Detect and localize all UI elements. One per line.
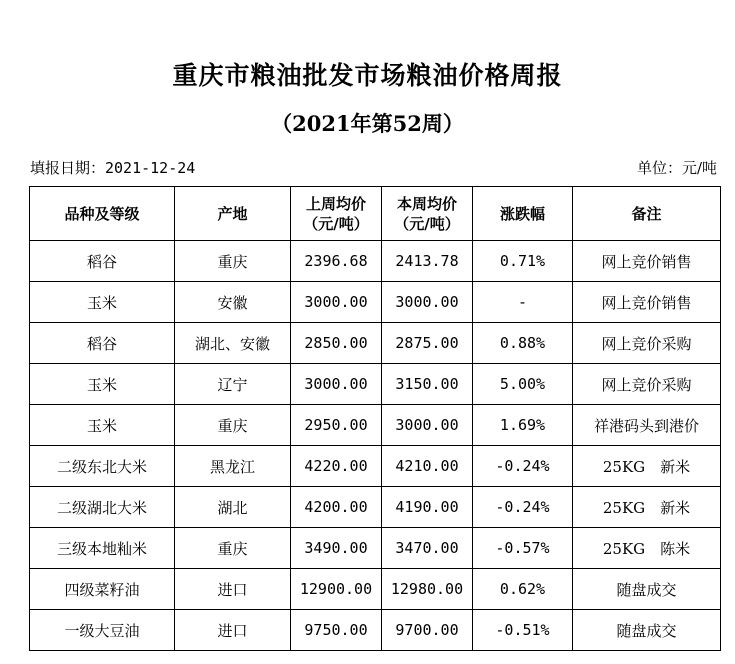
cell-origin: 重庆 [175,528,291,569]
cell-change: 0.71% [473,241,573,282]
table-header-row [30,187,721,241]
header-origin: 产地 [175,187,291,241]
cell-change: 0.62% [473,569,573,610]
cell-last-week-price: 2850.00 [291,323,382,364]
table-row [30,569,721,610]
cell-last-week-price: 4220.00 [291,446,382,487]
table-row [30,446,721,487]
table-row [30,364,721,405]
cell-origin: 黑龙江 [175,446,291,487]
report-title: 重庆市粮油批发市场粮油价格周报 [172,61,563,90]
header-remarks: 备注 [573,187,721,241]
cell-remarks: 随盘成交 [573,610,721,651]
cell-this-week-price: 4210.00 [382,446,473,487]
cell-remarks: 网上竞价销售 [573,282,721,323]
cell-this-week-price: 2413.78 [382,241,473,282]
cell-this-week-price: 4190.00 [382,487,473,528]
header-change: 涨跌幅 [473,187,573,241]
cell-change: 0.88% [473,323,573,364]
cell-last-week-price: 12900.00 [291,569,382,610]
cell-change: -0.24% [473,446,573,487]
cell-change: 5.00% [473,364,573,405]
cell-remarks: 随盘成交 [573,569,721,610]
cell-origin: 安徽 [175,282,291,323]
cell-this-week-price: 12980.00 [382,569,473,610]
cell-origin: 重庆 [175,241,291,282]
cell-remarks: 网上竞价采购 [573,323,721,364]
table-row [30,241,721,282]
cell-origin: 湖北 [175,487,291,528]
cell-last-week-price: 4200.00 [291,487,382,528]
cell-last-week-price: 3000.00 [291,282,382,323]
cell-origin: 进口 [175,569,291,610]
cell-origin: 进口 [175,610,291,651]
cell-remarks: 祥港码头到港价 [573,405,721,446]
cell-this-week-price: 3000.00 [382,282,473,323]
price-table [29,186,721,651]
cell-remarks: 网上竞价采购 [573,364,721,405]
cell-variety: 二级湖北大米 [30,487,175,528]
cell-last-week-price: 2396.68 [291,241,382,282]
table-row [30,323,721,364]
cell-origin: 湖北、安徽 [175,323,291,364]
cell-this-week-price: 2875.00 [382,323,473,364]
cell-variety: 玉米 [30,364,175,405]
cell-change: -0.24% [473,487,573,528]
table-row [30,282,721,323]
cell-this-week-price: 3000.00 [382,405,473,446]
cell-variety: 玉米 [30,405,175,446]
cell-change: -0.51% [473,610,573,651]
cell-remarks: 25KG 新米 [573,446,721,487]
cell-remarks: 25KG 新米 [573,487,721,528]
table-row [30,405,721,446]
table-row [30,610,721,651]
table-row [30,487,721,528]
report-subtitle: （2021年第52周） [271,111,464,136]
cell-variety: 一级大豆油 [30,610,175,651]
cell-remarks: 网上竞价销售 [573,241,721,282]
cell-variety: 二级东北大米 [30,446,175,487]
header-variety: 品种及等级 [30,187,175,241]
cell-remarks: 25KG 陈米 [573,528,721,569]
cell-last-week-price: 3000.00 [291,364,382,405]
header-this-week-price: 本周均价（元/吨） [382,187,473,241]
cell-last-week-price: 9750.00 [291,610,382,651]
unit-label: 单位：元/吨 [636,159,717,177]
cell-change: - [473,282,573,323]
cell-origin: 重庆 [175,405,291,446]
cell-change: 1.69% [473,405,573,446]
cell-this-week-price: 9700.00 [382,610,473,651]
header-last-week-price: 上周均价（元/吨） [291,187,382,241]
cell-last-week-price: 3490.00 [291,528,382,569]
cell-variety: 四级菜籽油 [30,569,175,610]
cell-variety: 稻谷 [30,323,175,364]
fill-date: 填报日期：2021-12-24 [30,159,196,177]
table-row [30,528,721,569]
cell-this-week-price: 3150.00 [382,364,473,405]
cell-last-week-price: 2950.00 [291,405,382,446]
cell-change: -0.57% [473,528,573,569]
cell-variety: 玉米 [30,282,175,323]
cell-variety: 三级本地籼米 [30,528,175,569]
cell-this-week-price: 3470.00 [382,528,473,569]
cell-origin: 辽宁 [175,364,291,405]
cell-variety: 稻谷 [30,241,175,282]
